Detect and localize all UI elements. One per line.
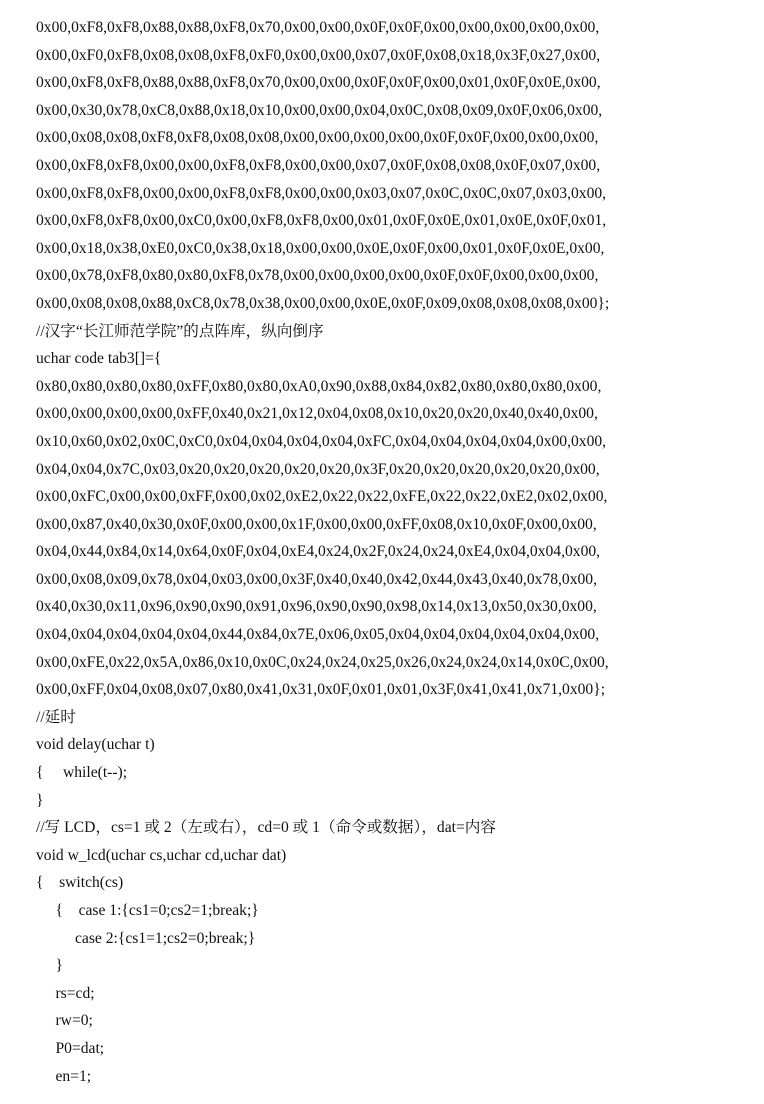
code-line: 0x00,0xFF,0x04,0x08,0x07,0x80,0x41,0x31,0x0F,0x01,0x01,0x3F,0x41,0x41,0x71,0x00}; xyxy=(36,681,606,699)
code-line: 0x00,0xF8,0xF8,0x00,0xC0,0x00,0xF8,0xF8,0x00,0x01,0x0F,0x0E,0x01,0x0E,0x0F,0x01, xyxy=(36,212,607,230)
code-line: { case 1:{cs1=0;cs2=1;break;} xyxy=(36,902,259,919)
code-line: 0x40,0x30,0x11,0x96,0x90,0x90,0x91,0x96,0x90,0x90,0x98,0x14,0x13,0x50,0x30,0x00, xyxy=(36,598,597,616)
code-line: 0x00,0xF0,0xF8,0x08,0x08,0xF8,0xF0,0x00,0x00,0x07,0x0F,0x08,0x18,0x3F,0x27,0x00, xyxy=(36,46,601,64)
code-line: { switch(cs) xyxy=(36,874,124,892)
code-line: 0x10,0x60,0x02,0x0C,0xC0,0x04,0x04,0x04,0x04,0xFC,0x04,0x04,0x04,0x04,0x00,0x00, xyxy=(36,432,607,450)
code-line: void delay(uchar t) xyxy=(36,736,155,754)
code-line: 0x00,0xF8,0xF8,0x88,0x88,0xF8,0x70,0x00,0x00,0x0F,0x0F,0x00,0x01,0x0F,0x0E,0x00, xyxy=(36,74,601,92)
code-line: en=1; xyxy=(36,1067,92,1085)
code-line: case 2:{cs1=1;cs2=0;break;} xyxy=(36,929,256,947)
code-line: //延时 xyxy=(36,708,76,726)
code-line: 0x04,0x04,0x7C,0x03,0x20,0x20,0x20,0x20,0x20,0x3F,0x20,0x20,0x20,0x20,0x20,0x00, xyxy=(36,460,600,478)
code-line: 0x00,0xF8,0xF8,0x00,0x00,0xF8,0xF8,0x00,0x00,0x07,0x0F,0x08,0x08,0x0F,0x07,0x00, xyxy=(36,156,601,174)
code-line: 0x80,0x80,0x80,0x80,0xFF,0x80,0x80,0xA0,0x90,0x88,0x84,0x82,0x80,0x80,0x80,0x00, xyxy=(36,377,602,395)
code-line: 0x00,0x78,0xF8,0x80,0x80,0xF8,0x78,0x00,0x00,0x00,0x00,0x0F,0x0F,0x00,0x00,0x00, xyxy=(36,267,599,285)
code-line: } xyxy=(36,791,44,809)
code-line: P0=dat; xyxy=(36,1039,105,1057)
code-line: 0x00,0x08,0x08,0xF8,0xF8,0x08,0x08,0x00,0x00,0x00,0x00,0x0F,0x0F,0x00,0x00,0x00, xyxy=(36,129,599,147)
code-line: 0x00,0x87,0x40,0x30,0x0F,0x00,0x00,0x1F,0x00,0x00,0xFF,0x08,0x10,0x0F,0x00,0x00, xyxy=(36,515,597,533)
code-line: 0x00,0x08,0x09,0x78,0x04,0x03,0x00,0x3F,0x40,0x40,0x42,0x44,0x43,0x40,0x78,0x00, xyxy=(36,570,598,588)
code-line: 0x00,0xF8,0xF8,0x88,0x88,0xF8,0x70,0x00,0x00,0x0F,0x0F,0x00,0x00,0x00,0x00,0x00, xyxy=(36,19,600,36)
code-line: //写 LCD，cs=1 或 2（左或右），cd=0 或 1（命令或数据），dat=内容 xyxy=(36,819,496,837)
code-line: 0x00,0x00,0x00,0x00,0xFF,0x40,0x21,0x12,0x04,0x08,0x10,0x20,0x20,0x40,0x40,0x00, xyxy=(36,405,598,423)
code-line: uchar code tab3[]={ xyxy=(36,350,162,368)
code-line: rw=0; xyxy=(36,1012,93,1030)
code-line: 0x04,0x44,0x84,0x14,0x64,0x0F,0x04,0xE4,0x24,0x2F,0x24,0x24,0xE4,0x04,0x04,0x00, xyxy=(36,543,601,561)
code-line: //汉字“长江师范学院”的点阵库，纵向倒序 xyxy=(36,322,324,340)
code-line: { while(t--); xyxy=(36,764,128,782)
code-line: } xyxy=(36,957,63,975)
code-listing xyxy=(36,14,756,1090)
code-line: 0x00,0xF8,0xF8,0x00,0x00,0xF8,0xF8,0x00,0x00,0x03,0x07,0x0C,0x0C,0x07,0x03,0x00, xyxy=(36,184,607,202)
code-line: 0x00,0x08,0x08,0x88,0xC8,0x78,0x38,0x00,0x00,0x0E,0x0F,0x09,0x08,0x08,0x08,0x00}; xyxy=(36,294,610,312)
code-line: 0x00,0x18,0x38,0xE0,0xC0,0x38,0x18,0x00,0x00,0x0E,0x0F,0x00,0x01,0x0F,0x0E,0x00, xyxy=(36,239,605,257)
code-line: 0x00,0x30,0x78,0xC8,0x88,0x18,0x10,0x00,0x00,0x04,0x0C,0x08,0x09,0x0F,0x06,0x00, xyxy=(36,101,603,119)
code-line: void w_lcd(uchar cs,uchar cd,uchar dat) xyxy=(36,846,287,864)
code-line: rs=cd; xyxy=(36,984,95,1002)
code-line: 0x00,0xFE,0x22,0x5A,0x86,0x10,0x0C,0x24,0x24,0x25,0x26,0x24,0x24,0x14,0x0C,0x00, xyxy=(36,653,609,671)
code-line: 0x04,0x04,0x04,0x04,0x04,0x44,0x84,0x7E,0x06,0x05,0x04,0x04,0x04,0x04,0x04,0x00, xyxy=(36,626,600,644)
code-line: 0x00,0xFC,0x00,0x00,0xFF,0x00,0x02,0xE2,0x22,0x22,0xFE,0x22,0x22,0xE2,0x02,0x00, xyxy=(36,488,608,506)
